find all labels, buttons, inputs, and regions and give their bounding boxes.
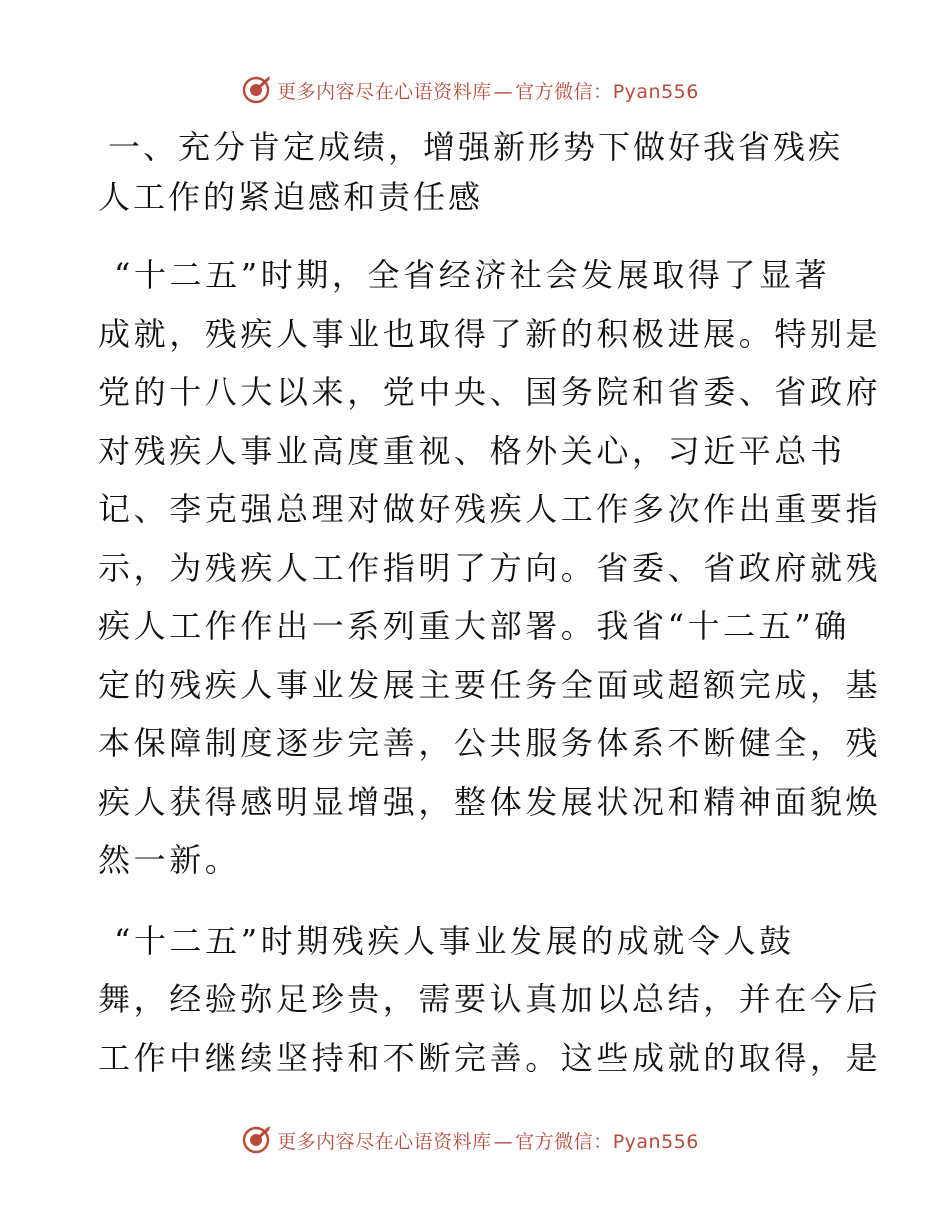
banner-separator: — bbox=[493, 1130, 514, 1153]
banner-wechat-id: Pyan556 bbox=[612, 80, 699, 103]
footer-banner bbox=[0, 1120, 950, 1160]
heading-line: 人工作的紧迫感和责任感 bbox=[98, 178, 484, 216]
paragraph-line: 定的残疾人事业发展主要任务全面或超额完成，基 bbox=[98, 665, 882, 704]
banner-site-name: 更多内容尽在心语资料库 bbox=[277, 1130, 492, 1153]
paragraph-line: 记、李克强总理对做好残疾人工作多次作出重要指 bbox=[98, 490, 882, 528]
paragraph-line: 成就，残疾人事业也取得了新的积极进展。特别是 bbox=[98, 314, 882, 353]
paragraph-line: 对残疾人事业高度重视、格外关心，习近平总书 bbox=[98, 431, 846, 470]
banner-site-name: 更多内容尽在心语资料库 bbox=[277, 80, 492, 103]
paragraph-line: 疾人工作作出一系列重大部署。我省“十二五”确 bbox=[98, 607, 850, 645]
paragraph-line: 工作中继续坚持和不断完善。这些成就的取得，是 bbox=[98, 1038, 882, 1077]
header-banner bbox=[0, 70, 950, 110]
paragraph-line: “十二五”时期，全省经济社会发展取得了显著 bbox=[114, 256, 831, 294]
banner-wechat-id: Pyan556 bbox=[612, 1130, 699, 1153]
document-body bbox=[98, 122, 882, 1109]
banner-text bbox=[277, 77, 699, 104]
paragraph-line: 疾人获得感明显增强，整体发展状况和精神面貌焕 bbox=[98, 782, 882, 821]
banner-separator: — bbox=[493, 80, 514, 103]
pen-logo-icon bbox=[241, 1125, 271, 1155]
paragraph-line: 舞，经验弥足珍贵，需要认真加以总结，并在今后 bbox=[98, 980, 882, 1018]
paragraph-line: 本保障制度逐步完善，公共服务体系不断健全，残 bbox=[98, 724, 882, 762]
banner-wechat-label: 官方微信： bbox=[515, 1130, 613, 1153]
section-heading bbox=[98, 122, 858, 222]
pen-logo-icon bbox=[241, 75, 271, 105]
paragraph-2 bbox=[98, 912, 882, 1088]
paragraph-line: 示，为残疾人工作指明了方向。省委、省政府就残 bbox=[98, 548, 882, 587]
paragraph-line: “十二五”时期残疾人事业发展的成就令人鼓 bbox=[114, 921, 795, 960]
paragraph-line: 党的十八大以来，党中央、国务院和省委、省政府 bbox=[98, 373, 882, 411]
paragraph-1 bbox=[98, 246, 882, 890]
heading-line: 一、充分肯定成绩，增强新形势下做好我省残疾 bbox=[108, 128, 844, 166]
paragraph-line: 然一新。 bbox=[98, 841, 241, 879]
banner-wechat-label: 官方微信： bbox=[515, 80, 613, 103]
banner-text bbox=[277, 1127, 699, 1154]
